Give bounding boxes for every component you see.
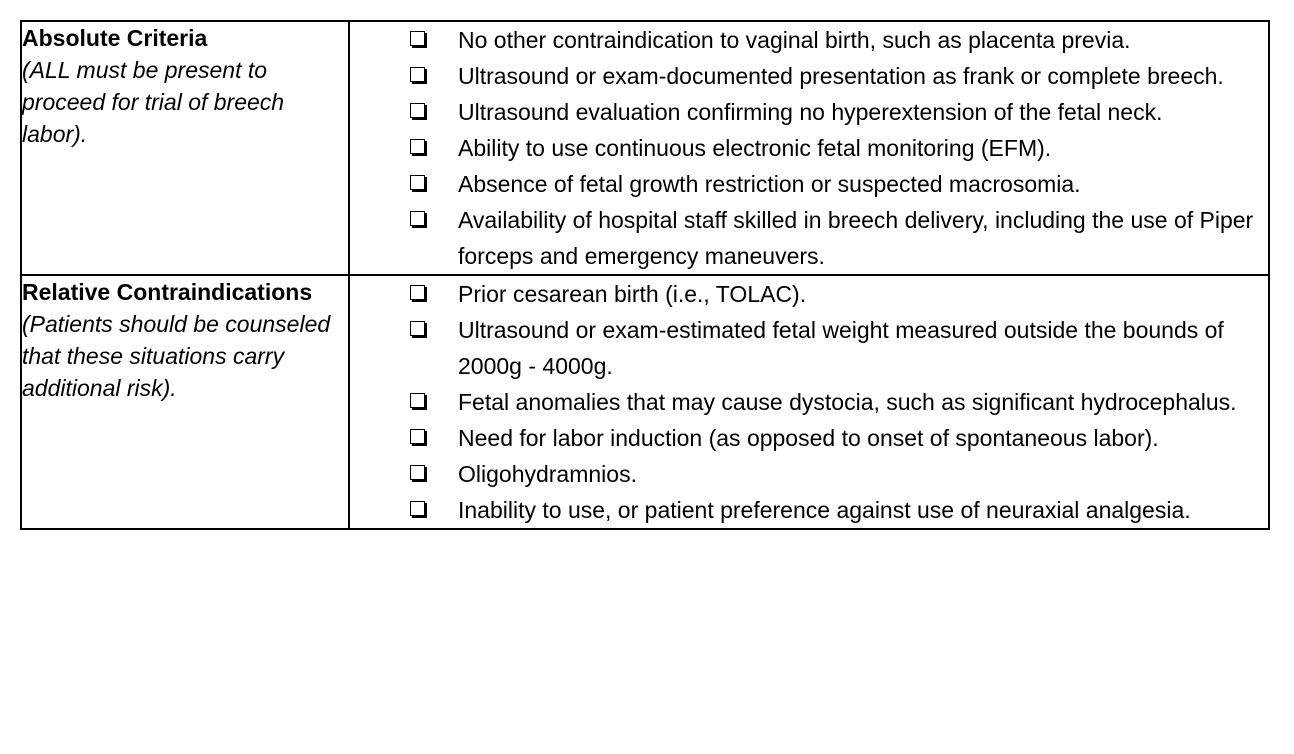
- absolute-criteria-row: [21, 21, 1269, 275]
- checklist-item: [350, 456, 1268, 492]
- checklist-item-text: Availability of hospital staff skilled in breech delivery, including the use of Piper forceps and emergency maneuvers.: [458, 207, 1254, 269]
- checklist-item: [350, 130, 1268, 166]
- checkbox-icon[interactable]: [410, 465, 425, 480]
- checkbox-icon[interactable]: [410, 501, 425, 516]
- checklist-item-text: Oligohydramnios.: [458, 461, 637, 487]
- relative-contraindications-label-cell: [21, 275, 349, 529]
- criteria-table: [20, 20, 1270, 530]
- absolute-criteria-title: Absolute Criteria: [22, 25, 208, 51]
- absolute-criteria-items-cell: [349, 21, 1269, 275]
- checkbox-icon[interactable]: [410, 103, 425, 118]
- checklist-item: [350, 166, 1268, 202]
- checkbox-icon[interactable]: [410, 393, 425, 408]
- checklist-item-text: Ultrasound or exam-documented presentation as frank or complete breech.: [458, 63, 1224, 89]
- checkbox-icon[interactable]: [410, 429, 425, 444]
- checkbox-icon[interactable]: [410, 211, 425, 226]
- checkbox-icon[interactable]: [410, 139, 425, 154]
- checkbox-icon[interactable]: [410, 67, 425, 82]
- relative-contraindications-title: Relative Contraindications: [22, 279, 313, 305]
- checklist-item: [350, 492, 1268, 528]
- relative-contraindications-checklist: [350, 276, 1268, 528]
- checklist-item-text: Need for labor induction (as opposed to onset of spontaneous labor).: [458, 425, 1159, 451]
- checklist-item-text: Fetal anomalies that may cause dystocia, such as significant hydrocephalus.: [458, 389, 1237, 415]
- checklist-item-text: Inability to use, or patient preference against use of neuraxial analgesia.: [458, 497, 1191, 523]
- checklist-item-text: Ultrasound evaluation confirming no hyperextension of the fetal neck.: [458, 99, 1163, 125]
- checklist-item-text: Ultrasound or exam-estimated fetal weight measured outside the bounds of 2000g - 4000g.: [458, 317, 1224, 379]
- checklist-item: [350, 276, 1268, 312]
- checklist-item: [350, 420, 1268, 456]
- checkbox-icon[interactable]: [410, 321, 425, 336]
- checklist-item: [350, 384, 1268, 420]
- absolute-criteria-note: (ALL must be present to proceed for trial of breech labor).: [22, 57, 285, 147]
- checklist-item: [350, 202, 1268, 274]
- checklist-item-text: Ability to use continuous electronic fetal monitoring (EFM).: [458, 135, 1052, 161]
- checkbox-icon[interactable]: [410, 175, 425, 190]
- checklist-item: [350, 58, 1268, 94]
- checklist-item-text: Absence of fetal growth restriction or suspected macrosomia.: [458, 171, 1081, 197]
- relative-contraindications-note: (Patients should be counseled that these situations carry additional risk).: [22, 311, 331, 401]
- relative-contraindications-row: [21, 275, 1269, 529]
- checklist-item-text: Prior cesarean birth (i.e., TOLAC).: [458, 281, 807, 307]
- checklist-item: [350, 312, 1268, 384]
- absolute-criteria-checklist: [350, 22, 1268, 274]
- checkbox-icon[interactable]: [410, 31, 425, 46]
- absolute-criteria-label-cell: [21, 21, 349, 275]
- checklist-item-text: No other contraindication to vaginal birth, such as placenta previa.: [458, 27, 1131, 53]
- checkbox-icon[interactable]: [410, 285, 425, 300]
- checklist-item: [350, 22, 1268, 58]
- checklist-item: [350, 94, 1268, 130]
- relative-contraindications-items-cell: [349, 275, 1269, 529]
